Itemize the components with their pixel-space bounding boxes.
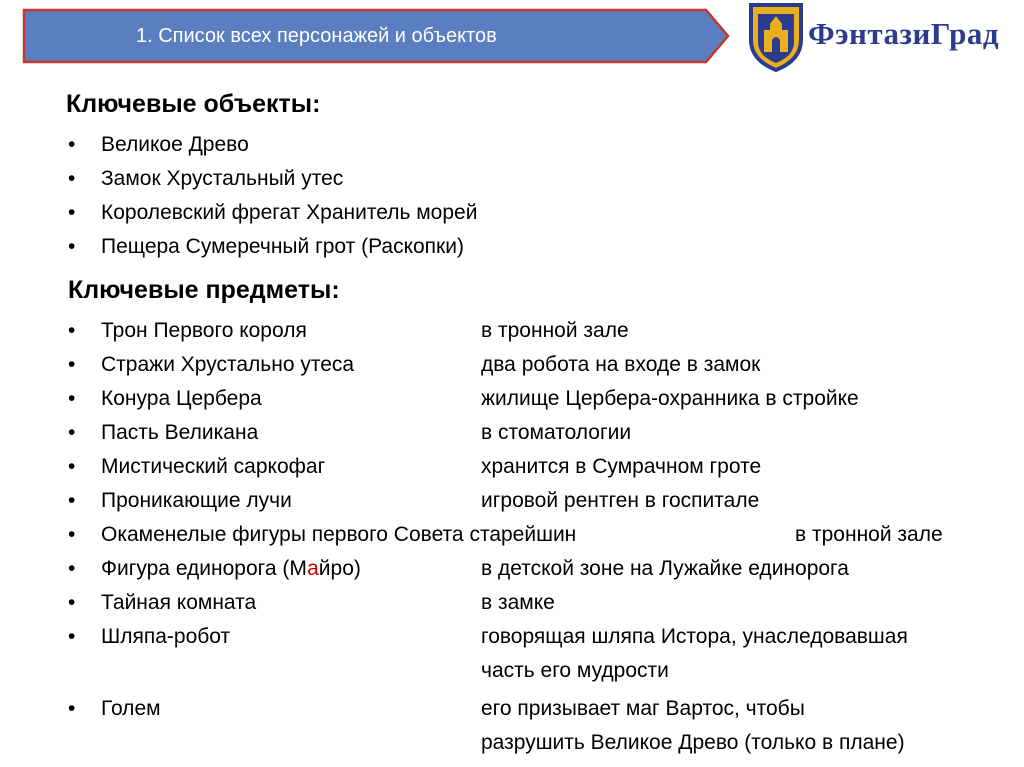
item-name [101,557,361,581]
object-name: Великое Древо [101,133,249,156]
item-location-continued: часть его мудрости [481,659,669,682]
object-name: Королевский фрегат Хранитель морей [101,201,478,224]
item-location: игровой рентген в госпитале [481,489,760,512]
bullet: • [68,489,76,512]
bullet: • [68,133,76,156]
item-name: Голем [101,697,161,720]
stressed-letter: а [307,557,319,580]
bullet: • [68,557,76,580]
item-name: Окаменелые фигуры первого Совета старейшин [101,523,577,546]
bullet: • [68,455,76,478]
item-location: в тронной зале [795,523,943,546]
item-name: Трон Первого короля [101,319,307,342]
key-items-title: Ключевые предметы: [68,276,340,304]
bullet: • [68,625,76,648]
item-name: Стражи Хрустально утеса [101,353,355,376]
item-name: Проникающие лучи [101,489,292,512]
bullet: • [68,353,76,376]
item-name: Конура Цербера [101,387,262,410]
bullet: • [68,591,76,614]
item-location-continued: разрушить Великое Древо (только в плане) [481,731,905,754]
item-location: два робота на входе в замок [481,353,761,376]
item-location: в детской зоне на Лужайке единорога [481,557,849,580]
item-name: Тайная комната [101,591,257,614]
object-name: Замок Хрустальный утес [101,167,344,190]
item-location: говорящая шляпа Истора, унаследовавшая [481,625,908,648]
bullet: • [68,421,76,444]
object-name: Пещера Сумеречный грот (Раскопки) [101,235,464,258]
header-banner [22,8,730,64]
bullet: • [68,235,76,258]
item-location: в замке [481,591,555,614]
bullet: • [68,201,76,224]
bullet: • [68,387,76,410]
bullet: • [68,697,76,720]
item-name: Пасть Великана [101,421,259,444]
key-objects-title: Ключевые объекты: [66,90,321,118]
item-name: Шляпа-робот [101,625,231,648]
page-title: 1. Список всех персонажей и объектов [136,25,497,47]
bullet: • [68,319,76,342]
bullet: • [68,523,76,546]
item-location: его призывает маг Вартос, чтобы [481,697,805,720]
bullet: • [68,167,76,190]
fantazigrad-logo [748,2,1018,78]
item-location: хранится в Сумрачном гроте [481,455,762,478]
item-location: в тронной зале [481,319,629,342]
item-location: в стоматологии [481,421,632,444]
castle-shield-icon [748,2,804,72]
item-location: жилище Цербера-охранника в стройке [481,387,859,410]
item-name-part: йро) [318,557,361,580]
item-name-part: Фигура единорога (М [101,557,308,580]
item-name: Мистический саркофаг [101,455,326,478]
logo-text: ФэнтазиГрад [808,16,1000,51]
